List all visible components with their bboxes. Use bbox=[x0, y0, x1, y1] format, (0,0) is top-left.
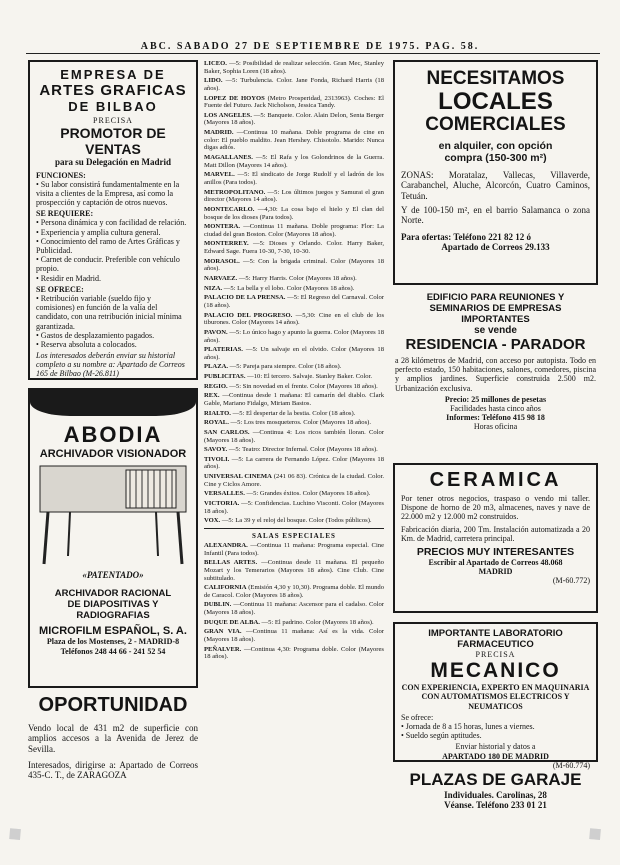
ad-residencia-line4: se vende bbox=[474, 325, 517, 336]
ad-artes-ofrece-1: • Gastos de desplazamiento pagados. bbox=[36, 330, 155, 340]
listing-entry bbox=[204, 559, 384, 582]
ad-ceramica-price: PRECIOS MUY INTERESANTES bbox=[416, 545, 575, 558]
listing-text: —5: Pareja para siempre. Color (18 años). bbox=[229, 363, 342, 371]
ad-abodia-company: MICROFILM ESPAÑOL, S. A. bbox=[39, 625, 187, 638]
cinema-listings bbox=[204, 60, 384, 855]
listing-text: —5: Posibilidad de realizar selección. Gran Mec, Stanley Baker, Sophia Loren (18 años). bbox=[204, 60, 384, 75]
ad-residencia-extra: Facilidades hasta cinco años bbox=[450, 403, 541, 413]
listing-name: RIALTO. bbox=[204, 409, 231, 417]
listing-name: CALIFORNIA bbox=[204, 584, 247, 592]
listing-name: BELLAS ARTES. bbox=[204, 559, 258, 567]
listing-entry bbox=[204, 258, 384, 273]
ad-abodia-desc1: ARCHIVADOR RACIONAL bbox=[54, 588, 172, 600]
ad-artes-requiere-heading: SE REQUIERE: bbox=[36, 209, 94, 219]
listing-name: SAVOY. bbox=[204, 446, 228, 454]
ad-oportunidad-title: OPORTUNIDAD bbox=[38, 694, 188, 716]
listing-text: —Continua desde 11 mañana. El pequeño Mozart y los Temerarios (Mayores 18 años). Cine Club. Cine subtitulado. bbox=[204, 559, 384, 582]
ad-abodia bbox=[28, 388, 198, 688]
listing-entry bbox=[204, 446, 384, 454]
ad-locales-contact2: Apartado de Correos 29.133 bbox=[441, 242, 550, 253]
listings-heading: SALAS ESPECIALES bbox=[252, 531, 336, 540]
ad-artes-subtitle: para su Delegación en Madrid bbox=[55, 157, 171, 168]
listing-text: —5: El sindicato de Jorge Rudolf y el ladrón de los anillos (Para todos). bbox=[204, 171, 384, 186]
listing-text: —5: Turbulencia. Color. Jane Fonda, Richard Harris (18 años). bbox=[204, 77, 384, 92]
listing-name: MARVEL. bbox=[204, 171, 235, 179]
listing-name: ROYAL. bbox=[204, 419, 229, 427]
listing-text: (Metro Prosperidad, 2313963). Coches: El Fuente del Futuro. Jack Nicholson, Jessica Tandy. bbox=[204, 94, 384, 110]
listings-top bbox=[204, 60, 384, 525]
ad-residencia-line3: IMPORTANTES bbox=[461, 314, 530, 325]
ad-locales-line2: LOCALES bbox=[438, 88, 553, 115]
listing-entry bbox=[204, 429, 384, 444]
ad-mecanico-ref: (M-60.774) bbox=[552, 760, 590, 770]
listing-text: —4,30: La cosa bajo el hielo y El clan del bosque de los dioses (Para todos). bbox=[204, 205, 384, 221]
listing-text: —Continua 4,30: Programa doble. Color (Mayores 18 años). bbox=[204, 645, 384, 661]
listing-name: LOPEZ DE HOYOS bbox=[204, 94, 265, 102]
listing-name: GRAN VIA. bbox=[204, 628, 242, 636]
listing-name: SAN CARLOS. bbox=[204, 428, 250, 436]
ad-ceramica bbox=[393, 463, 598, 613]
ad-abodia-desc2: DE DIAPOSITIVAS Y bbox=[67, 599, 159, 611]
listing-entry bbox=[204, 189, 384, 204]
listing-text: —5: Con la brigada criminal. Color (Mayores 18 años). bbox=[204, 257, 384, 273]
listing-text: —5: La bella y el lobo. Color (Mayores 18 años). bbox=[223, 284, 355, 292]
ad-ceramica-extra: Fabricación diaria, 200 Tm. Instalación automatizada a 20 Km. de Madrid, carretera principal. bbox=[401, 524, 590, 543]
listing-text: —5: Lo único hago y apunto la guerra. Color (Mayores 18 años). bbox=[204, 328, 384, 344]
listing-text: —5,30: Cine en el club de los tiburones. Color (Mayores 14 años). bbox=[204, 311, 384, 327]
ad-artes-footer: Los interesados deberán enviar su historial completo a su nombre a: Apartado de Correos 165 de Bilbao (M-26.811) bbox=[36, 351, 185, 379]
ad-oportunidad-text: Vendo local de 431 m2 de superficie con amplios accesos a la Avenida de Jerez de Sevilla. bbox=[28, 723, 198, 754]
listing-entry bbox=[204, 346, 384, 361]
listing-entry bbox=[204, 77, 384, 92]
listing-entry bbox=[204, 60, 384, 75]
ad-mecanico-title: MECANICO bbox=[430, 659, 561, 683]
ad-garaje-title: PLAZAS DE GARAJE bbox=[409, 770, 582, 789]
header-rule bbox=[26, 53, 600, 54]
listing-name: MONTERREY. bbox=[204, 240, 249, 248]
listing-text: (241 06 83). Crónica de la ciudad. Color. Cine y Ciclos Amore. bbox=[204, 473, 384, 488]
listing-text: —5: Sin novedad en el frente. Color (Mayores 18 años). bbox=[229, 382, 378, 390]
listing-text: —5: El padrino. Color (Mayores 18 años). bbox=[261, 618, 374, 626]
listing-name: VERSALLES. bbox=[204, 490, 245, 498]
ad-mecanico-contact1: Enviar historial y datos a bbox=[455, 742, 536, 752]
listing-text: —Continua 11 mañana. Doble programa: Flor: La ciudad del gran Boston. Color (Mayores 18 años). bbox=[204, 223, 384, 238]
listing-entry bbox=[204, 619, 384, 627]
ad-artes-line2: ARTES GRAFICAS bbox=[39, 82, 187, 99]
listing-entry bbox=[204, 517, 384, 525]
listing-entry bbox=[204, 329, 384, 344]
ad-abodia-desc3: RADIOGRAFIAS bbox=[76, 610, 150, 622]
listing-name: PEÑALVER. bbox=[204, 645, 242, 653]
listing-entry bbox=[204, 456, 384, 471]
listing-entry bbox=[204, 240, 384, 255]
listing-name: NARVAEZ. bbox=[204, 275, 238, 283]
ad-ceramica-city: MADRID bbox=[478, 567, 513, 577]
listing-entry bbox=[204, 294, 384, 309]
ad-locales-extra: Y de 100-150 m², en el barrio Salamanca o zona Norte. bbox=[401, 205, 590, 226]
ad-artes-requiere-2: • Conocimiento del ramo de Artes Gráficas y Publicidad. bbox=[36, 236, 180, 256]
ad-abodia-patent: «PATENTADO» bbox=[82, 570, 144, 580]
listing-entry bbox=[204, 628, 384, 643]
listing-entry bbox=[204, 285, 384, 293]
listing-entry bbox=[204, 275, 384, 283]
listing-text: —Continua 4: Los ricos también lloran. Color (Mayores 18 años). bbox=[204, 428, 384, 444]
ad-mecanico-line2: FARMACEUTICO bbox=[457, 639, 534, 650]
listing-entry bbox=[204, 410, 384, 418]
ad-abodia-brand: ABODIA bbox=[63, 422, 163, 447]
ad-artes-requiere-4: • Residir en Madrid. bbox=[36, 273, 102, 283]
ad-residencia-phone: Informes: Teléfono 415 98 18 bbox=[446, 413, 545, 423]
ad-artes-funciones: • Su labor consistirá fundamentalmente en la visita a clientes de la Empresa, así como la prospección y captación de otros nuevos. bbox=[36, 179, 180, 208]
listing-text: —5: La carrera de Fernando López. Color (Mayores 18 años). bbox=[204, 455, 384, 471]
ad-residencia-hours: Horas oficina bbox=[473, 422, 518, 432]
listing-name: MONTECARLO. bbox=[204, 205, 255, 213]
ad-mecanico-offer-heading: Se ofrece: bbox=[401, 712, 434, 722]
listing-name: PUBLICITAS. bbox=[204, 373, 246, 381]
ad-locales-contact1: Para ofertas: Teléfono 221 82 12 ó bbox=[401, 231, 531, 242]
listing-name: VOX. bbox=[204, 517, 221, 525]
listing-text: —5: Grandes éxitos. Color (Mayores 18 años). bbox=[246, 490, 371, 498]
listing-entry bbox=[204, 95, 384, 110]
listing-text: —Continua 11 mañana: Ascensor para el cadalso. Color (Mayores 18 años). bbox=[204, 601, 384, 617]
ad-mecanico-offer-0: • Jornada de 8 a 15 horas, lunes a viernes. bbox=[401, 721, 535, 731]
listing-name: LIDO. bbox=[204, 77, 223, 85]
listing-entry bbox=[204, 171, 384, 186]
ad-locales-zones: ZONAS: Moratalaz, Vallecas, Villaverde, Carabanchel, Aluche, Alcorcón, Cuatro Caminos, Tetuán. bbox=[401, 170, 590, 201]
listing-text: —Continua desde 1 mañana: El camarín del diablo. Clark Gable, Mariano Fidalgo, Miriam Bastos. bbox=[204, 392, 384, 407]
listing-text: —5: Un salvaje en el olvido. Color (Mayores 18 años). bbox=[204, 346, 384, 361]
listing-name: ALEXANDRA. bbox=[204, 541, 248, 549]
listing-text: —Continua 11 mañana: Así es la vida. Color (Mayores 18 años). bbox=[204, 628, 384, 643]
listing-text: —5: El despertar de la bestia. Color (18 años). bbox=[232, 409, 356, 417]
ad-mecanico-offer-1: • Sueldo según aptitudes. bbox=[401, 731, 482, 741]
listing-entry bbox=[204, 373, 384, 381]
listing-name: PALACIO DE LA PRENSA. bbox=[204, 294, 286, 302]
listing-name: REGIO. bbox=[204, 382, 228, 390]
watermark-left: ◆ bbox=[0, 817, 30, 847]
listing-name: MORASOL. bbox=[204, 257, 240, 265]
listing-entry bbox=[204, 542, 384, 557]
listing-text: —5: Confidencias. Luchino Visconti. Color (Mayores 18 años). bbox=[204, 500, 384, 515]
ad-abodia-address: Plaza de los Mostenses, 2 - MADRID-8 bbox=[46, 637, 180, 647]
listing-text: —5: Dioses y Orlando. Color. Harry Baker, Edward Sage. Fuera 10-30, 7-30, 10-30. bbox=[204, 240, 384, 256]
listing-text: —5: El Regreso del Carnaval. Color (18 años). bbox=[204, 294, 384, 309]
page-header: ABC. SABADO 27 DE SEPTIEMBRE DE 1975. PAG. 58. bbox=[140, 41, 480, 52]
ad-locales bbox=[393, 60, 598, 285]
listing-name: PAVON. bbox=[204, 328, 228, 336]
listing-name: UNIVERSAL CINEMA bbox=[204, 473, 272, 481]
listing-entry bbox=[204, 392, 384, 407]
listing-name: VICTORIA. bbox=[204, 500, 240, 508]
ad-locales-line4: en alquiler, con opción bbox=[438, 140, 553, 152]
ad-artes-graficas bbox=[28, 60, 198, 380]
listings-bottom bbox=[204, 542, 384, 661]
listing-text: —10: El tercero. Salvaje. Stanley Baker. Color. bbox=[247, 373, 373, 381]
listing-entry bbox=[204, 312, 384, 327]
listing-text: —5: Banquete. Color. Alain Delon, Senta Berger (Mayores 18 años). bbox=[204, 111, 384, 127]
ad-oportunidad-contact: Interesados, dirigirse a: Apartado de Correos 435-C. T., de ZARAGOZA bbox=[28, 760, 198, 781]
ad-mecanico bbox=[393, 622, 598, 770]
ad-artes-ofrece-2: • Reserva absoluta a colocados. bbox=[36, 339, 137, 349]
ad-artes-title: PROMOTOR DE VENTAS bbox=[60, 125, 166, 158]
ad-residencia-line1: EDIFICIO PARA REUNIONES Y bbox=[426, 292, 565, 303]
ad-artes-line1: EMPRESA DE bbox=[60, 67, 166, 82]
listing-name: NIZA. bbox=[204, 284, 223, 292]
listing-name: PLAZA. bbox=[204, 363, 228, 371]
listing-name: MAGALLANES. bbox=[204, 154, 253, 162]
listing-text: —5: El Rafa y los Golondrinos de la Guerra. Matt Dillon (Mayores 14 años). bbox=[204, 154, 384, 169]
cabinet-illustration bbox=[30, 460, 196, 570]
listing-entry bbox=[204, 490, 384, 498]
listing-entry bbox=[204, 500, 384, 515]
ad-mecanico-contact2: APARTADO 180 DE MADRID bbox=[442, 751, 549, 761]
listing-entry bbox=[204, 601, 384, 616]
listing-entry bbox=[204, 129, 384, 152]
ad-locales-line1: NECESITAMOS bbox=[426, 68, 565, 89]
ad-garaje-line1: Individuales. Carolinas, 28 bbox=[444, 790, 547, 800]
ad-ceramica-contact: Escribir al Apartado de Correos 48.068 bbox=[428, 557, 563, 567]
listing-text: —5: Teatro: Director Infernal. Color (Mayores 18 años). bbox=[228, 446, 378, 454]
ad-ceramica-text: Por tener otros negocios, traspaso o vendo mi taller. Dispone de horno de 20 m3, almacenes, naves y nave de 22.000 m2 y 12.000 m2 construidos. bbox=[401, 494, 590, 522]
listing-name: MONTERA. bbox=[204, 223, 241, 231]
ad-garaje bbox=[393, 770, 598, 830]
ad-residencia-price: Precio: 25 millones de pesetas bbox=[444, 394, 547, 404]
listing-entry bbox=[204, 363, 384, 371]
listing-text: (Emisión 4,30 y 10,30). Programa doble. El mundo de Caracol. Color (Mayores 18 años). bbox=[204, 584, 384, 599]
listing-text: —5: Los tres mosqueteros. Color (Mayores 18 años). bbox=[230, 419, 371, 427]
ad-ceramica-ref: (M-60.772) bbox=[552, 576, 590, 586]
ad-locales-line3: COMERCIALES bbox=[425, 114, 566, 135]
ad-garaje-line2: Véanse. Teléfono 233 01 21 bbox=[444, 800, 547, 811]
listing-entry bbox=[204, 154, 384, 169]
ad-residencia-line5: RESIDENCIA - PARADOR bbox=[405, 336, 586, 353]
listing-entry bbox=[204, 646, 384, 661]
listing-entry bbox=[204, 473, 384, 488]
listing-entry bbox=[204, 383, 384, 391]
listing-name: DUQUE DE ALBA. bbox=[204, 618, 260, 626]
listing-text: —Continua 11 mañana: Programa especial. Cine Infantil (Para todos). bbox=[204, 541, 384, 557]
watermark-right: ◆ bbox=[580, 817, 610, 847]
listing-name: METROPOLITANO. bbox=[204, 188, 266, 196]
ad-artes-requiere-0: • Persona dinámica y con facilidad de relación. bbox=[36, 218, 187, 228]
ad-artes-funciones-heading: FUNCIONES: bbox=[36, 170, 86, 180]
ad-abodia-product: ARCHIVADOR VISIONADOR bbox=[39, 448, 187, 460]
listing-name: TIVOLI. bbox=[204, 455, 230, 463]
listing-text: —5: Los últimos juegos y Samurai el gran director (Mayores 14 años). bbox=[204, 188, 384, 204]
listing-name: REX. bbox=[204, 392, 220, 400]
listing-name: DUBLIN. bbox=[204, 601, 232, 609]
listing-text: —5: Harry Harris. Color (Mayores 18 años). bbox=[238, 275, 357, 283]
ad-residencia-line2: SEMINARIOS DE EMPRESAS bbox=[429, 303, 562, 314]
ad-mecanico-line1: IMPORTANTE LABORATORIO bbox=[428, 628, 563, 639]
ad-artes-requiere-3: • Carnet de conducir. Preferible con vehículo propio. bbox=[36, 255, 180, 274]
ad-locales-line5: compra (150-300 m²) bbox=[444, 152, 547, 164]
listing-name: PALACIO DEL PROGRESO. bbox=[204, 311, 293, 319]
listing-entry bbox=[204, 206, 384, 221]
ad-residencia bbox=[393, 290, 598, 450]
ad-residencia-text: a 28 kilómetros de Madrid, con acceso por autopista. Todo en perfecto estado, 150 habitaciones, salones, comedores, piscina y amplios jardines. Superficie construida 2.500 m2. Urbanización exclusiva. bbox=[395, 356, 596, 393]
ad-oportunidad bbox=[28, 694, 198, 804]
ad-artes-ofrece-0: • Retribución variable (sueldo fijo y comisiones) en función de la valía del candidato, con una retribución inicial mínima garantizada. bbox=[36, 293, 182, 331]
listing-entry bbox=[204, 419, 384, 427]
listing-name: LOS ANGELES. bbox=[204, 111, 252, 119]
listing-name: LICEO. bbox=[204, 60, 227, 67]
ad-mecanico-precisa: PRECISA bbox=[475, 650, 516, 659]
ad-artes-precisa: PRECISA bbox=[93, 116, 133, 125]
listings-divider bbox=[204, 528, 384, 529]
listing-text: —5: La 39 y el reloj del bosque. Color (Todos públicos). bbox=[221, 517, 372, 525]
ad-ceramica-title: CERAMICA bbox=[429, 469, 562, 491]
ad-abodia-top-band bbox=[30, 390, 196, 416]
listing-entry bbox=[204, 223, 384, 238]
ad-abodia-phones: Teléfonos 248 44 66 - 241 52 54 bbox=[60, 646, 166, 656]
ad-mecanico-text: CON EXPERIENCIA, EXPERTO EN MAQUINARIA CON AUTOMATISMOS ELECTRICOS Y NEUMATICOS bbox=[401, 683, 590, 711]
listing-text: —Continua 10 mañana. Doble programa de cine en color: El pueblo maldito. Jean Hershey. Chisotolo. Marido: Nunca digas adiós. bbox=[204, 129, 384, 152]
listing-entry bbox=[204, 112, 384, 127]
ad-artes-line3: DE BILBAO bbox=[68, 99, 158, 114]
listing-name: PLATERIAS. bbox=[204, 346, 243, 354]
ad-artes-requiere-1: • Experiencia y amplia cultura general. bbox=[36, 227, 161, 237]
ad-artes-ofrece-heading: SE OFRECE: bbox=[36, 284, 84, 294]
listing-entry bbox=[204, 584, 384, 599]
listing-name: MADRID. bbox=[204, 129, 234, 137]
